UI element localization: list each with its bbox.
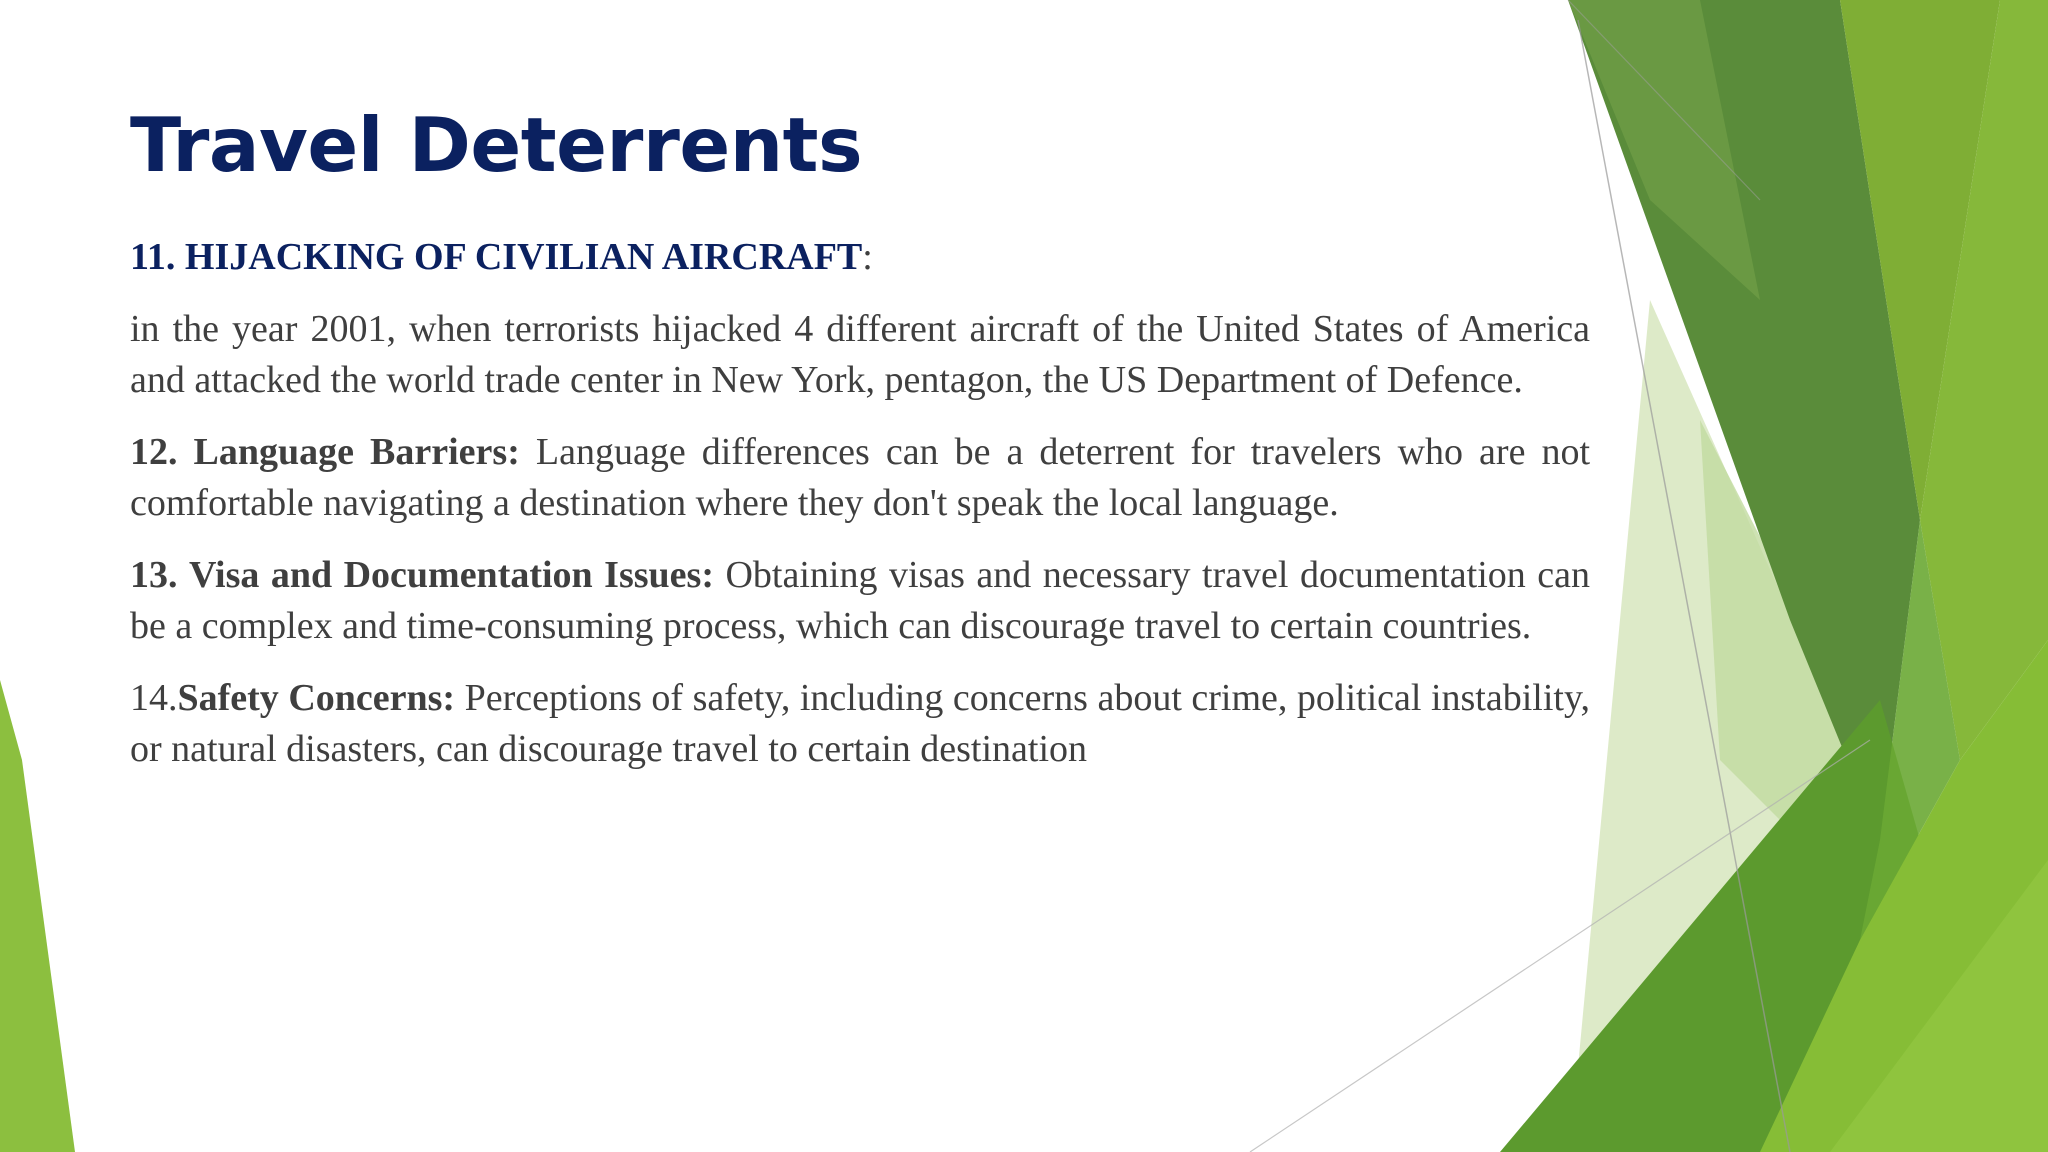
slide-title: Travel Deterrents [130, 101, 863, 189]
item-13-lead: Visa and Documentation Issues: [188, 554, 714, 596]
item-12 [130, 427, 1590, 529]
item-11-colon: : [862, 236, 873, 278]
item-14-number: 14. [130, 677, 178, 719]
item-12-text: Language differences can be a deterrent for travelers who are not comfortable navigating a destination where they don't speak the local language. [130, 431, 1591, 524]
item-13-text: Obtaining visas and necessary travel documentation can be a complex and time-consuming process, which can discourage travel to certain countries. [130, 554, 1590, 647]
item-13 [130, 550, 1590, 652]
item-12-lead: Language Barriers: [193, 431, 520, 473]
facet-left [0, 680, 75, 1152]
item-14-text: Perceptions of safety, including concerns about crime, political instability, or natural disasters, can discourage travel to certain destination [130, 677, 1590, 770]
item-14-lead: Safety Concerns: [177, 677, 456, 719]
item-11-heading [130, 236, 873, 278]
item-14 [130, 673, 1590, 775]
item-11-heading-line [130, 232, 1590, 283]
item-11-text: in the year 2001, when terrorists hijacked 4 different aircraft of the United States of America and attacked the world trade center in New York, pentagon, the US Department of Defence. [130, 308, 1590, 401]
slide-body [130, 232, 1590, 775]
item-11-heading-text: 11. HIJACKING OF CIVILIAN AIRCRAFT [130, 236, 863, 278]
item-13-number: 13. [130, 554, 178, 596]
item-12-number: 12. [130, 431, 178, 473]
slide-content [130, 100, 1590, 796]
